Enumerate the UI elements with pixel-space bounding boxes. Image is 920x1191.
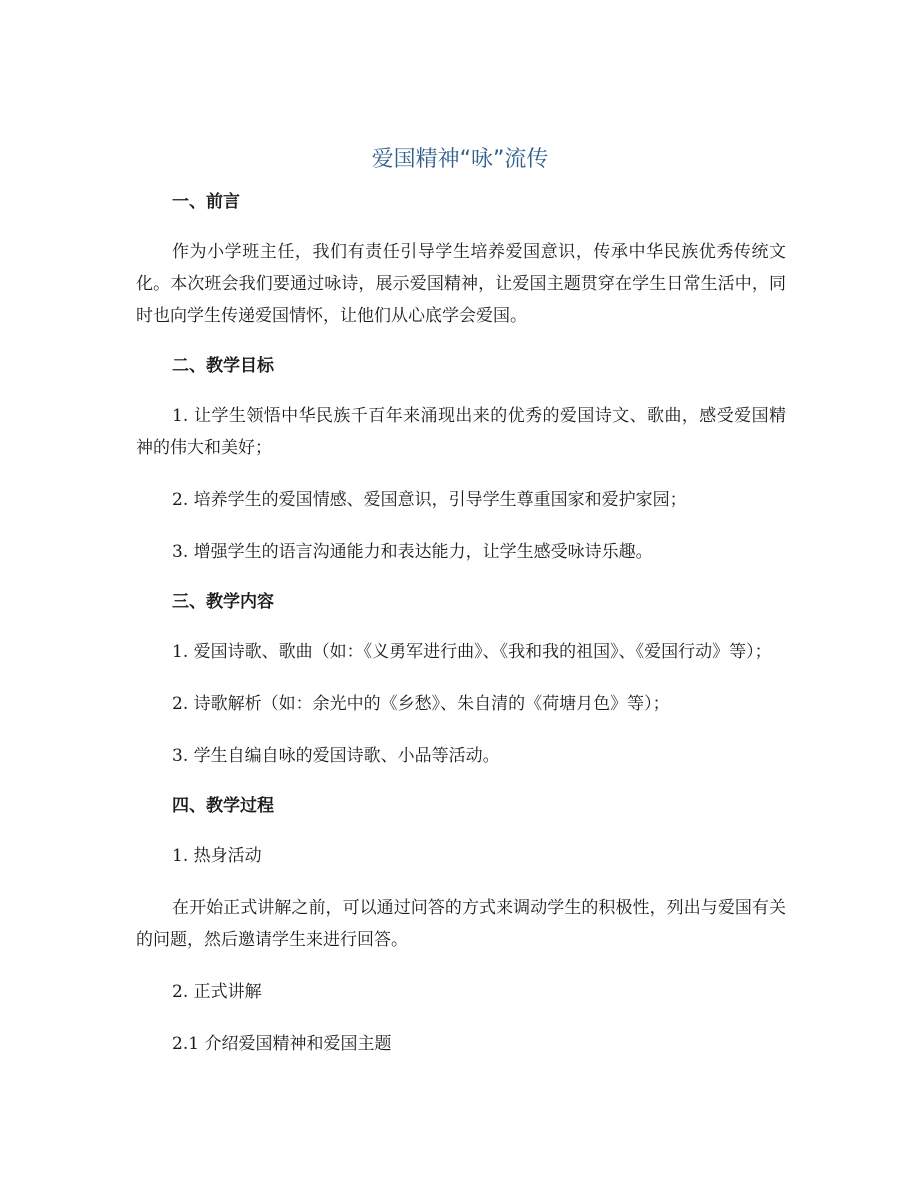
subheading: 1. 热身活动 xyxy=(172,846,262,866)
paragraph: 作为小学班主任，我们有责任引导学生培养爱国意识，传承中华民族优秀传统文化。本次班会我们要通过咏诗，展示爱国精神，让爱国主题贯穿在学生日常生活中，同时也向学生传递爱国情怀，让他们从心底学会爱国。 xyxy=(136,242,786,326)
list-item: 1. 让学生领悟中华民族千百年来涌现出来的优秀的爱国诗文、歌曲，感受爱国精神的伟大和美好； xyxy=(136,406,786,458)
subheading: 2. 正式讲解 xyxy=(172,982,262,1002)
section-heading-goals: 二、教学目标 xyxy=(172,356,274,376)
list-item: 3. 学生自编自咏的爱国诗歌、小品等活动。 xyxy=(172,746,500,766)
list-item: 3. 增强学生的语言沟通能力和表达能力，让学生感受咏诗乐趣。 xyxy=(172,542,653,562)
section-heading-preface: 一、前言 xyxy=(172,192,240,212)
section-heading-content: 三、教学内容 xyxy=(172,592,274,612)
list-item: 2. 培养学生的爱国情感、爱国意识，引导学生尊重国家和爱护家园； xyxy=(172,490,687,510)
paragraph: 在开始正式讲解之前，可以通过问答的方式来调动学生的积极性，列出与爱国有关的问题，然后邀请学生来进行回答。 xyxy=(136,898,786,950)
subheading: 2.1 介绍爱国精神和爱国主题 xyxy=(172,1034,392,1054)
section-heading-process: 四、教学过程 xyxy=(172,796,274,816)
document-title: 爱国精神“咏”流传 xyxy=(371,147,549,172)
document-body xyxy=(136,190,786,1060)
list-item: 1. 爱国诗歌、歌曲（如：《义勇军进行曲》、《我和我的祖国》、《爱国行动》等）； xyxy=(172,642,772,662)
list-item: 2. 诗歌解析（如：余光中的《乡愁》、朱自清的《荷塘月色》等）； xyxy=(172,694,670,714)
